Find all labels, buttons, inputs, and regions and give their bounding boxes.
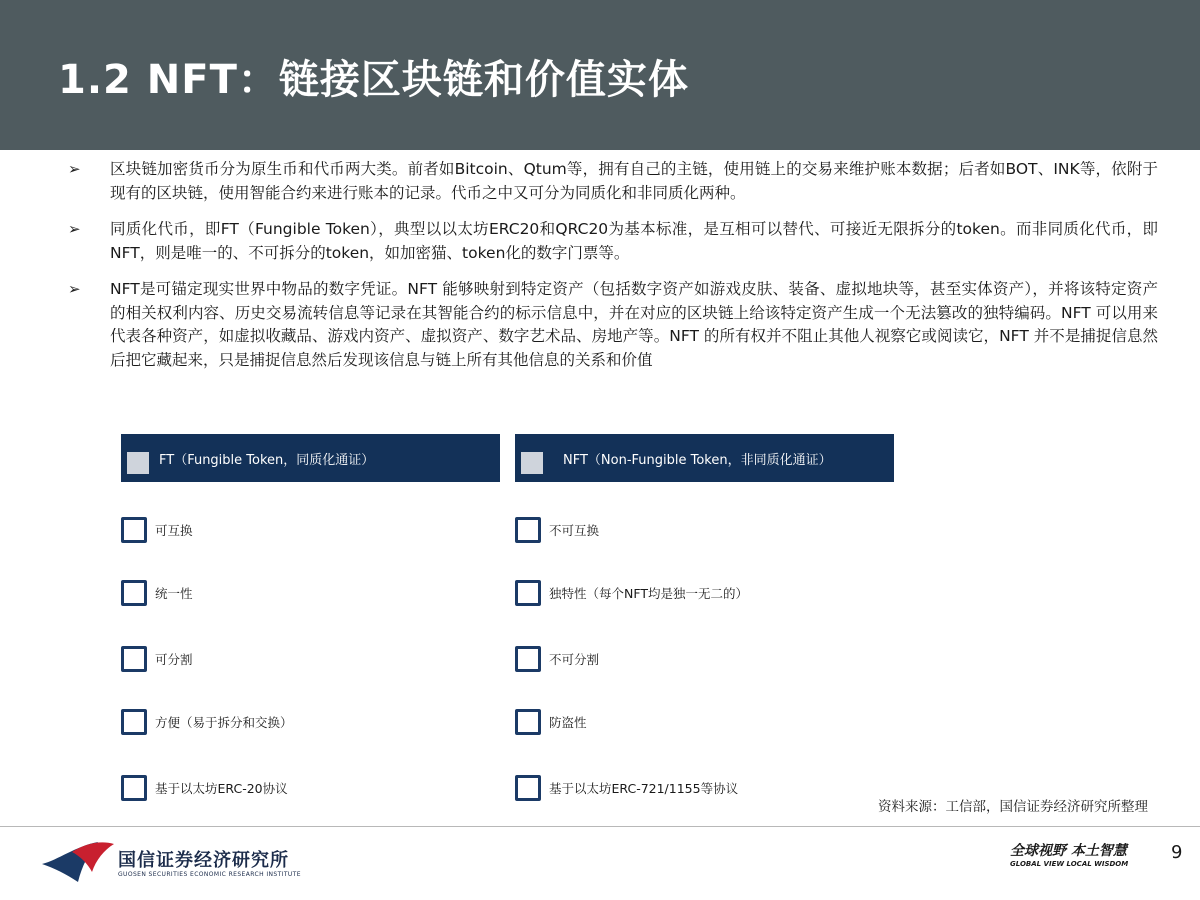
nft-feature-label: 独特性（每个NFT均是独一无二的）: [549, 586, 748, 601]
nft-column-title: NFT（Non-Fungible Token，非同质化通证）: [563, 452, 832, 468]
nft-feature-item: [515, 577, 748, 609]
ft-feature-label: 统一性: [155, 586, 193, 601]
page-title: 1.2 NFT：链接区块链和价值实体: [58, 57, 689, 103]
checkbox-icon: [121, 517, 147, 543]
bullet-text: 区块链加密货币分为原生币和代币两大类。前者如Bitcoin、Qtum等，拥有自己的主链，使用链上的交易来维护账本数据；后者如BOT、INK等，依附于现有的区块链，使用智能合约来进行账本的记录。代币之中又可分为同质化和非同质化两种。: [110, 160, 1158, 202]
nft-feature-item: [515, 643, 599, 675]
arrow-bullet-icon: ➢: [68, 160, 81, 178]
ft-column-header: [121, 434, 500, 482]
ft-feature-label: 可互换: [155, 523, 193, 538]
bullet-item: [68, 158, 1158, 205]
ft-feature-item: [121, 772, 288, 804]
company-logo-icon: [38, 838, 118, 886]
slogan-cn: 全球视野 本土智慧: [1010, 843, 1127, 859]
bullet-item: [68, 218, 1158, 265]
nft-feature-item: [515, 514, 599, 546]
bullet-list: [68, 158, 1158, 385]
checkbox-icon: [515, 580, 541, 606]
checkbox-icon: [515, 709, 541, 735]
source-note: 资料来源：工信部，国信证券经济研究所整理: [878, 799, 1148, 815]
nft-feature-label: 不可互换: [549, 523, 600, 538]
bullet-item: [68, 278, 1158, 372]
ft-feature-item: [121, 514, 193, 546]
ft-feature-label: 基于以太坊ERC-20协议: [155, 781, 288, 796]
nft-feature-label: 基于以太坊ERC-721/1155等协议: [549, 781, 739, 796]
checkbox-icon: [521, 452, 543, 474]
ft-feature-item: [121, 643, 193, 675]
ft-feature-label: 可分割: [155, 652, 193, 667]
checkbox-icon: [121, 646, 147, 672]
checkbox-icon: [515, 517, 541, 543]
title-bar: [0, 0, 1200, 150]
nft-feature-item: [515, 772, 738, 804]
slogan-en: GLOBAL VIEW LOCAL WISDOM: [1010, 860, 1129, 868]
ft-feature-item: [121, 577, 193, 609]
footer-divider: [0, 826, 1200, 827]
nft-feature-label: 不可分割: [549, 652, 600, 667]
company-name-en: GUOSEN SECURITIES ECONOMIC RESEARCH INSTITUTE: [118, 871, 301, 878]
arrow-bullet-icon: ➢: [68, 220, 81, 238]
nft-feature-item: [515, 706, 587, 738]
ft-feature-label: 方便（易于拆分和交换）: [155, 715, 293, 730]
checkbox-icon: [515, 646, 541, 672]
checkbox-icon: [121, 580, 147, 606]
checkbox-icon: [121, 709, 147, 735]
checkbox-icon: [515, 775, 541, 801]
page-number: 9: [1171, 842, 1183, 863]
nft-column-header: [515, 434, 894, 482]
checkbox-icon: [121, 775, 147, 801]
ft-column-title: FT（Fungible Token，同质化通证）: [159, 452, 375, 468]
arrow-bullet-icon: ➢: [68, 280, 81, 298]
ft-feature-item: [121, 706, 293, 738]
company-name: 国信证券经济研究所: [118, 850, 289, 871]
nft-feature-label: 防盗性: [549, 715, 587, 730]
bullet-text: 同质化代币，即FT（Fungible Token），典型以以太坊ERC20和QRC20为基本标准，是互相可以替代、可接近无限拆分的token。而非同质化代币，即NFT，则是唯一的、不可拆分的token，如加密猫、token化的数字门票等。: [110, 220, 1158, 262]
bullet-text: NFT是可锚定现实世界中物品的数字凭证。NFT 能够映射到特定资产（包括数字资产如游戏皮肤、装备、虚拟地块等，甚至实体资产），并将该特定资产的相关权利内容、历史交易流转信息等记录在其智能合约的标示信息中，并在对应的区块链上给该特定资产生成一个无法篡改的独特编码。NFT 可以用来代表各种资产，如虚拟收藏品、游戏内资产、虚拟资产、数字艺术品、房地产等。NFT 的所有权并不阻止其他人视察它或阅读它，NFT 并不是捕捉信息然后把它藏起来，只是捕捉信息然后发现该信息与链上所有其他信息的关系和价值: [110, 280, 1158, 369]
checkbox-icon: [127, 452, 149, 474]
